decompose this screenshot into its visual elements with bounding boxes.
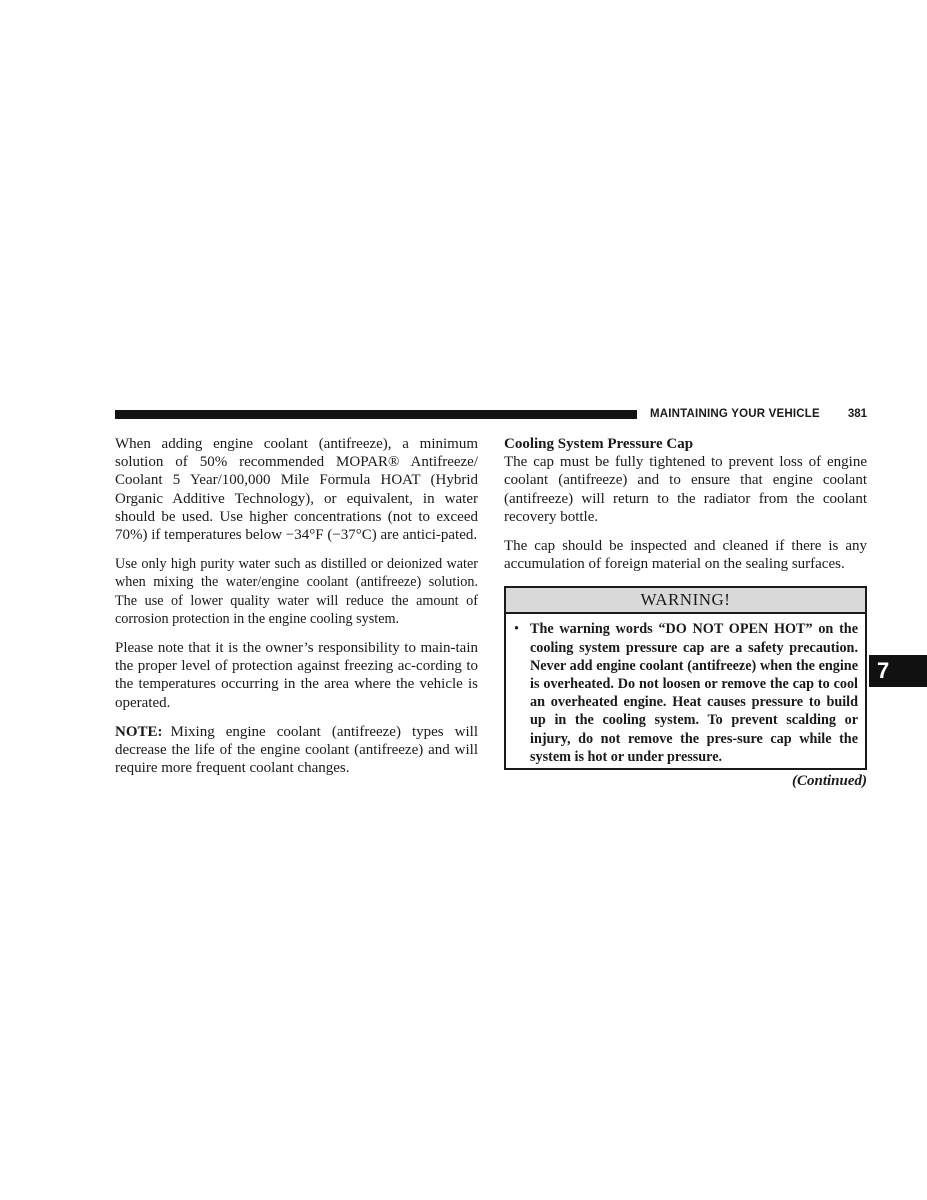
note-text: Mixing engine coolant (antifreeze) types will decrease the life of the engine coolant (antifreeze) and will require more frequent coolant changes. <box>115 723 478 777</box>
right-column <box>504 435 867 790</box>
warning-list-item <box>514 620 858 766</box>
continued-label: (Continued) <box>791 773 867 790</box>
page-number: 381 <box>847 408 867 420</box>
water-quality-paragraph: Use only high purity water such as distilled or deionized water when mixing the water/engine coolant (antifreeze) solution. The use of lower quality water will reduce the amount of corrosion protection in the engine cooling system. <box>115 556 478 627</box>
warning-text: The warning words “DO NOT OPEN HOT” on the cooling system pressure cap are a safety precaution. Never add engine coolant (antifreeze) when the engine is overheated. Do not loosen or remove the cap to cool an overheated engine. Heat causes pressure to build up in the cooling system. To prevent scalding or injury, do not remove the pres-sure cap while the system is hot or under pressure. <box>530 621 858 765</box>
running-header-title: MAINTAINING YOUR VEHICLE <box>650 408 820 420</box>
warning-box <box>504 586 867 770</box>
bullet-icon: • <box>514 621 519 638</box>
note-label: NOTE: <box>115 723 163 740</box>
cap-tightening-paragraph: The cap must be fully tightened to prevent loss of engine coolant (antifreeze) and to ensure that engine coolant (antifreeze) will return to the radiator from the coolant recovery bottle. <box>504 454 867 525</box>
chapter-tab: 7 <box>869 655 927 687</box>
cap-inspection-paragraph: The cap should be inspected and cleaned if there is any accumulation of foreign material on the sealing surfaces. <box>504 538 867 573</box>
header-rule <box>115 410 637 419</box>
warning-body <box>506 614 865 768</box>
left-column <box>115 435 478 788</box>
warning-title: WARNING! <box>506 588 865 614</box>
section-heading: Cooling System Pressure Cap <box>504 436 694 452</box>
coolant-mixture-paragraph: When adding engine coolant (antifreeze), a minimum solution of 50% recommended MOPAR® Antifreeze/ Coolant 5 Year/100,000 Mile Formula HOAT (Hybrid Organic Additive Technology), or equivalent, in water should be used. Use higher concentrations (not to exceed 70%) if temperatures below −34°F (−37°C) are antici-pated. <box>115 436 478 544</box>
note-paragraph <box>115 723 478 778</box>
owner-responsibility-paragraph: Please note that it is the owner’s responsibility to main-tain the proper level of protection against freezing ac-cording to the temperatures occurring in the area where the vehicle is operated. <box>115 640 478 711</box>
